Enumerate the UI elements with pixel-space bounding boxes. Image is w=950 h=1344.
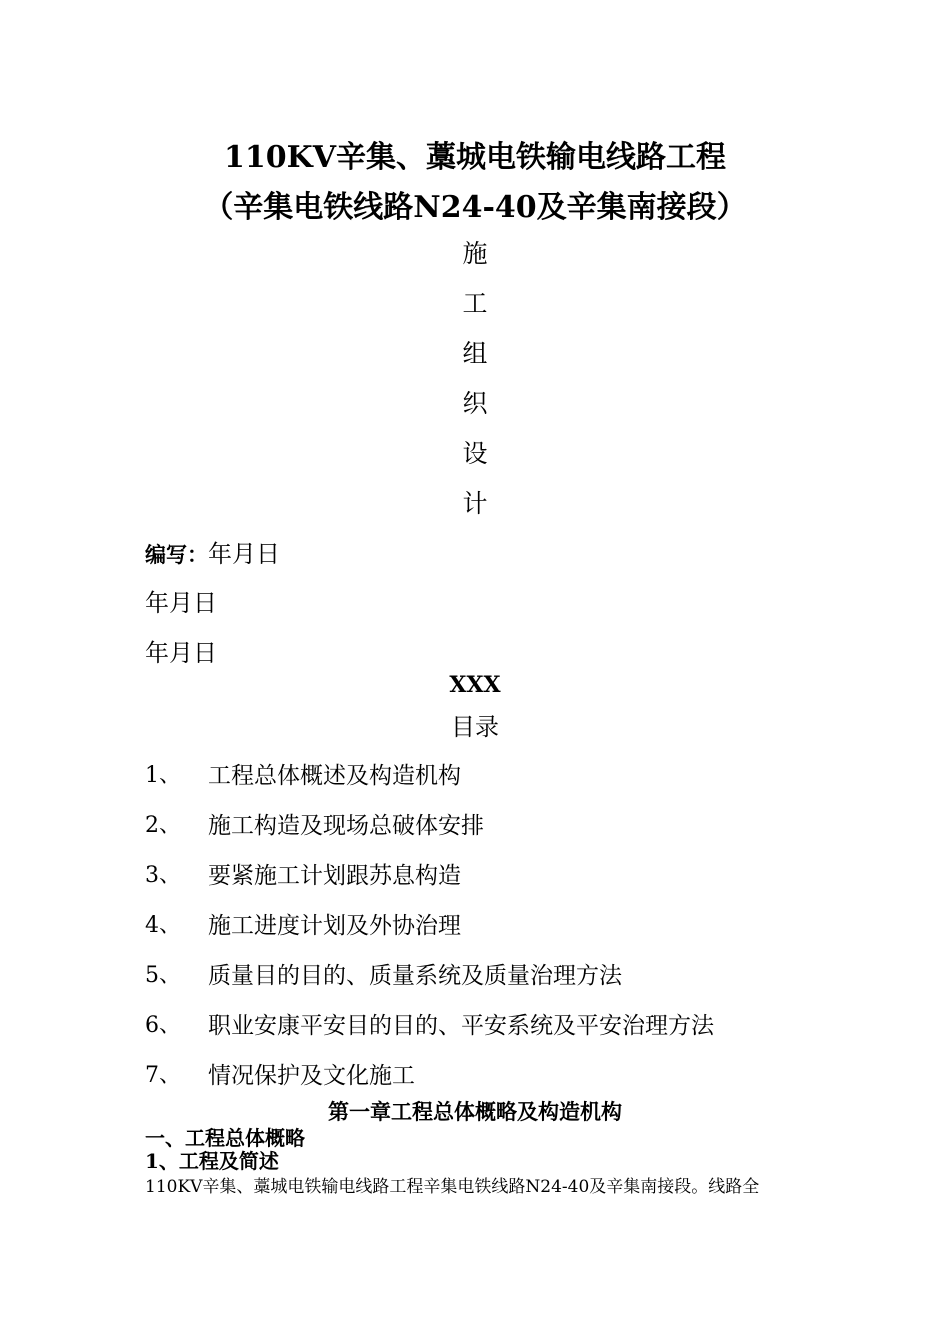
date-line-2: 年月日 (145, 589, 217, 617)
toc-heading: 目录 (451, 713, 499, 741)
document-title-line2: （辛集电铁线路N24-40及辛集南接段） (203, 190, 747, 225)
toc-item-number: 4、 (145, 913, 181, 938)
vertical-title-char: 计 (462, 489, 488, 518)
toc-item-text: 职业安康平安目的目的、平安系统及平安治理方法 (208, 1013, 714, 1039)
toc-item-text: 要紧施工计划跟苏息构造 (208, 863, 461, 889)
section-heading: 一、工程总体概略 (145, 1126, 305, 1150)
date-line-3: 年月日 (145, 639, 217, 667)
chapter-title: 第一章工程总体概略及构造机构 (328, 1099, 622, 1124)
toc-item-number: 7、 (145, 1063, 181, 1088)
toc-item-text: 情况保护及文化施工 (208, 1063, 415, 1089)
document-title-line1: 110KV辛集、藁城电铁输电线路工程 (224, 140, 726, 175)
vertical-title-char: 织 (462, 389, 488, 418)
toc-item-number: 6、 (145, 1013, 181, 1038)
body-paragraph: 110KV辛集、藁城电铁输电线路工程辛集电铁线路N24-40及辛集南接段。线路全 (145, 1177, 760, 1197)
subsection-heading: 1、工程及简述 (145, 1149, 279, 1173)
writer-label: 编写： (145, 542, 208, 567)
vertical-title-char: 工 (462, 289, 488, 318)
toc-item-text: 质量目的目的、质量系统及质量治理方法 (208, 963, 622, 989)
company-name: XXX (449, 672, 501, 698)
toc-item-text: 工程总体概述及构造机构 (208, 763, 461, 789)
toc-item-text: 施工构造及现场总破体安排 (208, 813, 484, 839)
vertical-title-char: 组 (462, 339, 488, 368)
toc-item-number: 3、 (145, 863, 181, 888)
toc-item-number: 2、 (145, 813, 181, 838)
vertical-title-char: 设 (462, 439, 488, 468)
toc-item-number: 5、 (145, 963, 181, 988)
toc-item-number: 1、 (145, 763, 181, 788)
writer-line (145, 534, 280, 569)
toc-item-text: 施工进度计划及外协治理 (208, 913, 461, 939)
writer-date: 年月日 (208, 540, 280, 568)
vertical-title-char: 施 (462, 239, 488, 268)
